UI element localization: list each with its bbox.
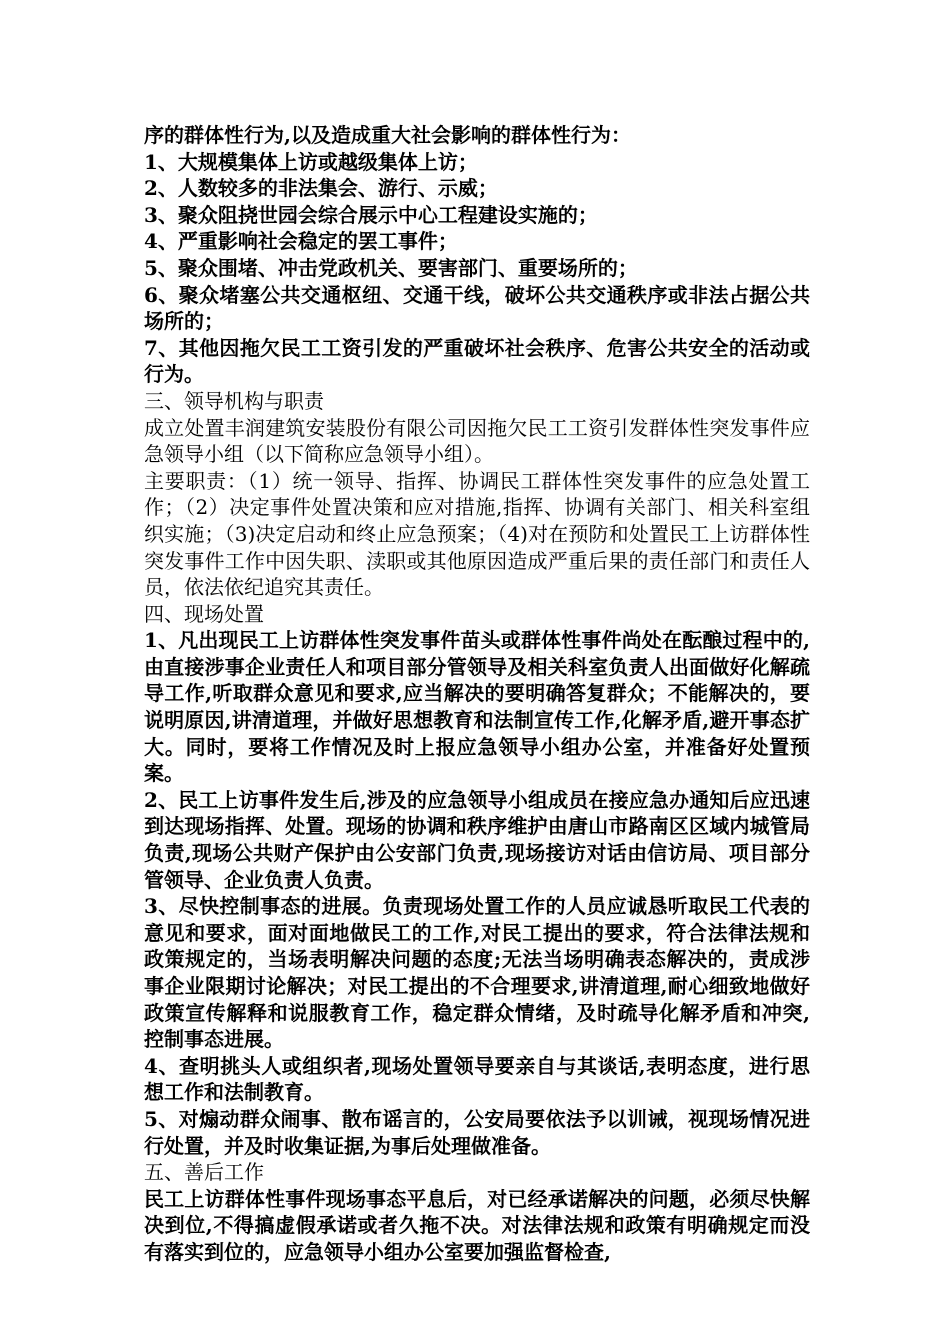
section-heading-leadership: 三、领导机构与职责 (144, 388, 324, 413)
list-item-1: 1、大规模集体上访或越级集体上访； (144, 149, 478, 174)
onsite-item-3: 3、尽快控制事态的进展。负责现场处置工作的人员应诚恳听取民工代表的意见和要求，面对面地做民工的工作,对民工提出的要求，符合法律法规和政策规定的，当场表明解决问题的态度;无法当场明确表态解决的，责成涉事企业限期讨论解决；对民工提出的不合理要求,讲清道理,耐心细致地做好政策宣传解释和说服教育工作，稳定群众情绪，及时疏导化解矛盾和冲突,控制事态进展。 (144, 894, 810, 1052)
list-item-3: 3、聚众阻挠世园会综合展示中心工程建设实施的； (144, 202, 598, 227)
list-item-6: 6、聚众堵塞公共交通枢纽、交通干线，破坏公共交通秩序或非法占据公共场所的； (144, 282, 810, 334)
paragraph-main-duties: 主要职责：（1）统一领导、指挥、协调民工群体性突发事件的应急处置工作；（2）决定事件处置决策和应对措施,指挥、协调有关部门、相关科室组织实施；（3)决定启动和终止应急预案；（4)对在预防和处置民工上访群体性突发事件工作中因失职、渎职或其他原因造成严重后果的责任部门和责任人员，依法依纪追究其责任。 (144, 468, 810, 600)
section-heading-onsite: 四、现场处置 (144, 601, 264, 626)
list-item-5: 5、聚众围堵、冲击党政机关、要害部门、重要场所的； (144, 255, 638, 280)
document-body (144, 122, 810, 1266)
paragraph-aftermath: 民工上访群体性事件现场事态平息后，对已经承诺解决的问题，必须尽快解决到位,不得搞虚假承诺或者久拖不决。对法律法规和政策有明确规定而没有落实到位的，应急领导小组办公室要加强监督检查, (144, 1186, 810, 1264)
onsite-item-4: 4、查明挑头人或组织者,现场处置领导要亲自与其谈话,表明态度，进行思想工作和法制教育。 (144, 1053, 810, 1105)
list-item-7: 7、其他因拖欠民工工资引发的严重破坏社会秩序、危害公共安全的活动或行为。 (144, 335, 810, 387)
paragraph-establish-group: 成立处置丰润建筑安装股份有限公司因拖欠民工工资引发群体性突发事件应急领导小组（以下简称应急领导小组）。 (144, 415, 810, 467)
list-item-2: 2、人数较多的非法集会、游行、示威； (144, 176, 498, 201)
onsite-item-1: 1、凡出现民工上访群体性突发事件苗头或群体性事件尚处在酝酿过程中的,由直接涉事企业责任人和项目部分管领导及相关科室负责人出面做好化解疏导工作,听取群众意见和要求,应当解决的要明确答复群众；不能解决的，要说明原因,讲清道理，并做好思想教育和法制宣传工作,化解矛盾,避开事态扩大。同时，要将工作情况及时上报应急领导小组办公室，并准备好处置预案。 (144, 628, 810, 786)
onsite-item-5: 5、对煽动群众闹事、散布谣言的，公安局要依法予以训诫，视现场情况进行处置，并及时收集证据,为事后处理做准备。 (144, 1106, 810, 1158)
section-heading-aftermath: 五、善后工作 (144, 1160, 264, 1185)
paragraph-intro: 序的群体性行为,以及造成重大社会影响的群体性行为： (144, 123, 631, 147)
onsite-item-2: 2、民工上访事件发生后,涉及的应急领导小组成员在接应急办通知后应迅速到达现场指挥、处置。现场的协调和秩序维护由唐山市路南区区域内城管局负责,现场公共财产保护由公安部门负责,现场接访对话由信访局、项目部分管领导、企业负责人负责。 (144, 787, 810, 892)
list-item-4: 4、严重影响社会稳定的罢工事件； (144, 229, 458, 254)
